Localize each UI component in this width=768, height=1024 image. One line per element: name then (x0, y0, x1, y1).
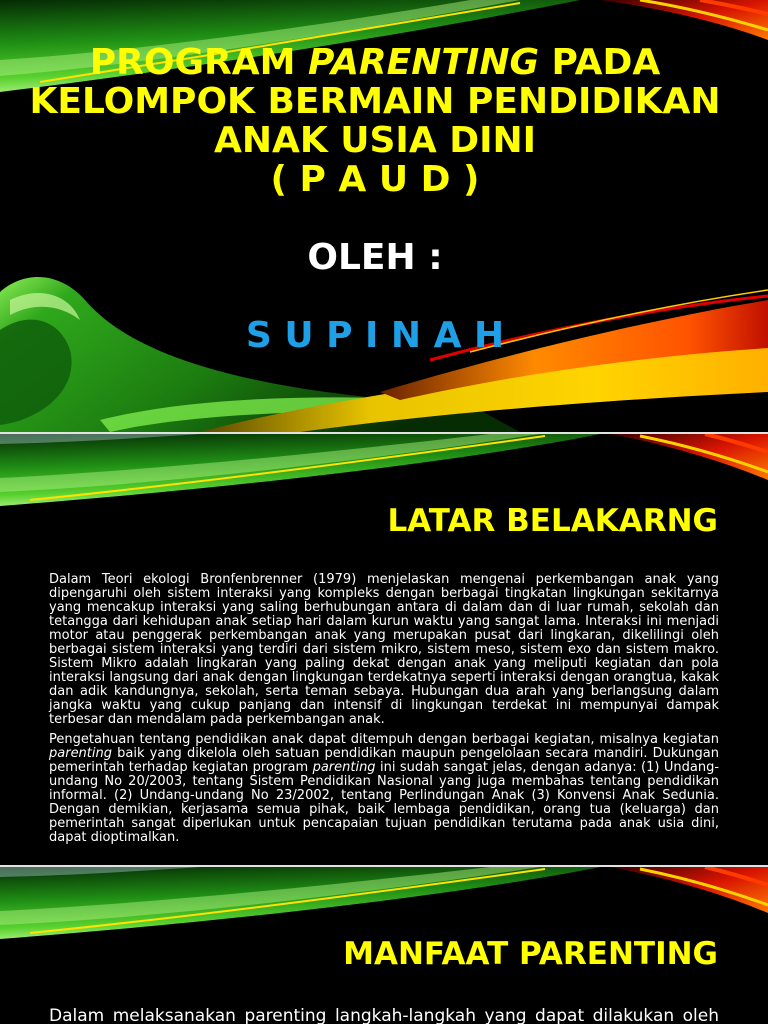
paragraph-ecology-theory: Dalam Teori ekologi Bronfenbrenner (1979) menjelaskan mengenai perkembangan anak yang dipengaruhi oleh sistem interaksi yang kompleks dengan berbagai tingkatan lingkungan sekitarnya yang mencakup interaksi yang saling berhubungan antara di dalam dan di luar rumah, sekolah dan tetangga dari kehidupan anak setiap hari dalam kurun waktu yang sangat lama. Interaksi ini menjadi motor atau penggerak perkembangan anak yang merupakan pusat dari lingkaran, dikelilingi oleh berbagai sistem interaksi yang terdiri dari sistem mikro, sistem meso, sistem exo dan sistem makro. Sistem Mikro adalah lingkaran yang paling dekat dengan anak yang meliputi kegiatan dan pola interaksi langsung dari anak dengan lingkungan terdekatnya seperti interaksi dengan orangtua, kakak dan adik kandungnya, sekolah, serta teman sebaya. Hubungan dua arah yang berlangsung dalam jangka waktu yang cukup panjang dan intensif di lingkungan terdekat ini mempunyai dampak terbesar dan mendalam pada perkembangan anak. (49, 572, 719, 727)
slide-3-paragraph: Dalam melaksanakan parenting langkah-langkah yang dapat dilakukan oleh (49, 1006, 719, 1024)
title-line-1 (10, 43, 740, 82)
slide-2-heading: LATAR BELAKARNG (387, 503, 718, 539)
title-line-4: ( P A U D ) (270, 159, 480, 200)
slide-1-title (0, 0, 768, 432)
title-line-2: KELOMPOK BERMAIN PENDIDIKAN (29, 81, 721, 122)
title-line-1-end: PADA (539, 42, 661, 83)
paragraph-parenting-support (49, 733, 719, 845)
title-line-3: ANAK USIA DINI (213, 120, 537, 161)
paragraph-2-italic-parenting-2: parenting (312, 760, 376, 775)
paragraph-2-part-1: Pengetahuan tentang pendidikan anak dapat ditempuh dengan berbagai kegiatan, misalnya kegiatan (49, 732, 719, 747)
title-spacer (10, 199, 740, 238)
paragraph-2-italic-parenting-1: parenting (49, 746, 113, 761)
slide-2-background (0, 434, 768, 865)
title-line-1-start: PROGRAM (89, 42, 308, 83)
paragraph-2-part-2: baik yang dikelola oleh satuan pendidikan maupun pengelolaan secara mandiri. Dukungan pemerintah terhadap kegiatan program (49, 746, 719, 775)
author-spacer (10, 277, 740, 316)
slide-2-body (49, 573, 719, 851)
slide-1-title-block (10, 43, 740, 355)
by-label: OLEH : (307, 237, 443, 278)
slide-3-background (0, 867, 768, 1024)
title-italic-parenting: PARENTING (307, 42, 539, 83)
top-right-red-stripes (600, 0, 768, 40)
paragraph-2-part-3: ini sudah sangat jelas, dengan adanya: (1) Undang-undang No 20/2003, tentang Sistem Pendidikan Nasional yang juga membahas tentang pendidikan informal. (2) Undang-undang No 23/2002, tentang Perlindungan Anak (3) Konvensi Anak Sedunia. Dengan demikian, kerjasama semua pihak, baik lembaga pendidikan, orang tua (keluarga) dan pemerintah sangat diperlukan untuk pencapaian tujuan pendidikan terutama pada anak usia dini, dapat dioptimalkan. (49, 760, 720, 845)
slide-3-heading: MANFAAT PARENTING (343, 936, 718, 972)
author-name: S U P I N A H (245, 315, 505, 356)
